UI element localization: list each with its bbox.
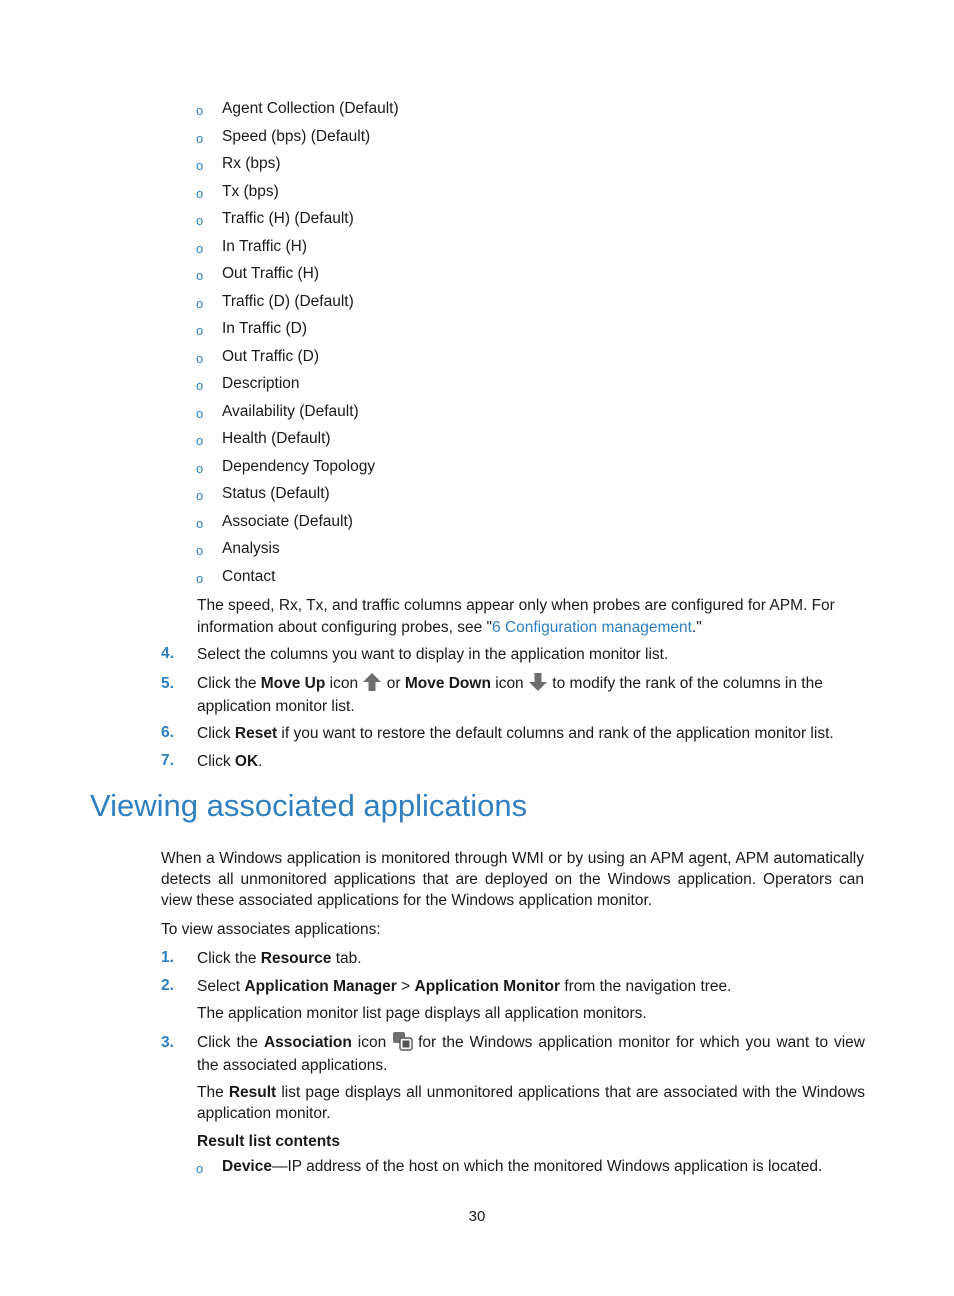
configuration-management-link[interactable]: 6 Configuration management xyxy=(492,618,692,636)
move-down-icon[interactable] xyxy=(528,672,548,692)
step-4-text: Select the columns you want to display in the application monitor list. xyxy=(197,646,669,663)
device-bullet: o xyxy=(196,1161,204,1176)
list-bullet: o xyxy=(196,570,204,586)
list-item: Health (Default) xyxy=(222,430,331,447)
step-b3-text xyxy=(197,1031,865,1077)
step-b3-result-t1: The xyxy=(197,1084,229,1101)
list-item: Analysis xyxy=(222,540,280,557)
list-item: Status (Default) xyxy=(222,485,330,502)
list-bullet: o xyxy=(196,295,204,311)
step-5-t4: icon xyxy=(490,675,528,692)
list-bullet: o xyxy=(196,158,204,173)
device-label: Device xyxy=(222,1158,272,1175)
list-item: Description xyxy=(222,375,300,392)
step-5-text xyxy=(197,672,865,718)
note-text-before: The speed, Rx, Tx, and traffic columns appear only when probes are configured for APM. For information about configuring probes, see " xyxy=(197,597,835,636)
list-item: Associate (Default) xyxy=(222,512,353,530)
resource-label: Resource xyxy=(260,950,332,967)
step-b1-t2: tab. xyxy=(331,950,362,967)
step-7-t2: . xyxy=(258,753,263,770)
step-6-number: 6. xyxy=(161,724,174,741)
list-bullet: o xyxy=(196,543,204,558)
list-bullet: o xyxy=(196,130,204,146)
association-label: Association xyxy=(263,1034,352,1051)
result-list-heading: Result list contents xyxy=(197,1133,340,1150)
step-b1-text xyxy=(197,948,865,970)
step-5-t5: to modify the rank of the columns in the application monitor list. xyxy=(197,675,823,715)
list-item: Traffic (H) (Default) xyxy=(222,210,354,227)
list-bullet: o xyxy=(196,240,204,256)
step-5-t1: Click the xyxy=(197,675,261,692)
step-b2-t1: Select xyxy=(197,978,245,995)
step-6-t2: if you want to restore the default columns and rank of the application monitor list. xyxy=(277,725,834,742)
step-6-text xyxy=(197,723,865,745)
step-b1-t1: Click the xyxy=(197,950,261,967)
list-bullet: o xyxy=(196,488,204,503)
device-description: —IP address of the host on which the monitored Windows application is located. xyxy=(271,1158,823,1175)
probe-note xyxy=(197,595,865,638)
step-4-number: 4. xyxy=(161,645,174,662)
list-bullet: o xyxy=(196,515,204,531)
application-monitor-label: Application Monitor xyxy=(414,978,561,995)
device-item xyxy=(222,1158,822,1176)
application-manager-label: Application Manager xyxy=(244,978,397,995)
list-bullet: o xyxy=(196,268,204,283)
list-bullet: o xyxy=(196,350,204,366)
list-item: In Traffic (H) xyxy=(222,237,307,255)
list-item: Rx (bps) xyxy=(222,155,281,172)
ok-label: OK xyxy=(234,753,259,770)
step-b3-t2: icon xyxy=(351,1034,393,1051)
list-bullet: o xyxy=(196,213,204,228)
step-6-t1: Click xyxy=(197,725,235,742)
step-b2-t2: > xyxy=(396,978,415,995)
list-item: Out Traffic (H) xyxy=(222,265,320,282)
reset-label: Reset xyxy=(234,725,278,742)
step-b2-result: The application monitor list page displays all application monitors. xyxy=(197,1005,647,1022)
step-b1-number: 1. xyxy=(161,949,174,966)
step-b2-number: 2. xyxy=(161,977,174,994)
list-bullet: o xyxy=(196,433,204,448)
move-up-label: Move Up xyxy=(260,675,326,692)
step-7-text xyxy=(197,751,865,773)
step-7-number: 7. xyxy=(161,752,174,769)
list-item: Contact xyxy=(222,567,276,585)
step-b2-text xyxy=(197,976,865,998)
list-item: Availability (Default) xyxy=(222,402,359,420)
intro-paragraph: When a Windows application is monitored through WMI or by using an APM agent, APM automatically detects all unmonitored applications that are deployed on the Windows application. Operators can view these associated applications for the Windows application monitor. xyxy=(161,850,864,909)
list-item: Agent Collection (Default) xyxy=(222,100,399,117)
list-bullet: o xyxy=(196,185,204,201)
step-b3-number: 3. xyxy=(161,1034,174,1051)
list-item: In Traffic (D) xyxy=(222,320,307,337)
list-bullet: o xyxy=(196,103,204,118)
step-b3-t1: Click the xyxy=(197,1034,264,1051)
step-5-number: 5. xyxy=(161,675,174,692)
list-item: Out Traffic (D) xyxy=(222,347,320,365)
step-b3-result-t2: list page displays all unmonitored applications that are associated with the Windows application monitor. xyxy=(197,1084,866,1122)
step-5-t2: icon xyxy=(325,675,363,692)
move-up-icon[interactable] xyxy=(362,672,382,692)
list-item: Traffic (D) (Default) xyxy=(222,292,354,310)
step-7-t1: Click xyxy=(197,753,235,770)
page-number: 30 xyxy=(468,1208,486,1225)
list-item: Dependency Topology xyxy=(222,457,376,475)
section-heading: Viewing associated applications xyxy=(90,788,528,823)
list-item: Speed (bps) (Default) xyxy=(222,127,371,145)
step-5-t3: or xyxy=(382,675,405,692)
step-b3-t3: for the Windows application monitor for which you want to view the associated applications. xyxy=(197,1034,865,1074)
association-icon[interactable] xyxy=(392,1031,412,1051)
list-item: Tx (bps) xyxy=(222,182,279,200)
result-label: Result xyxy=(228,1084,277,1101)
list-bullet: o xyxy=(196,405,204,421)
step-b2-t3: from the navigation tree. xyxy=(560,978,732,995)
note-text-after: ." xyxy=(691,618,702,636)
list-bullet: o xyxy=(196,378,204,393)
to-view-text: To view associates applications: xyxy=(161,921,381,938)
list-bullet: o xyxy=(196,460,204,476)
list-bullet: o xyxy=(196,323,204,338)
move-down-label: Move Down xyxy=(404,675,491,692)
step-b3-result xyxy=(197,1082,865,1124)
